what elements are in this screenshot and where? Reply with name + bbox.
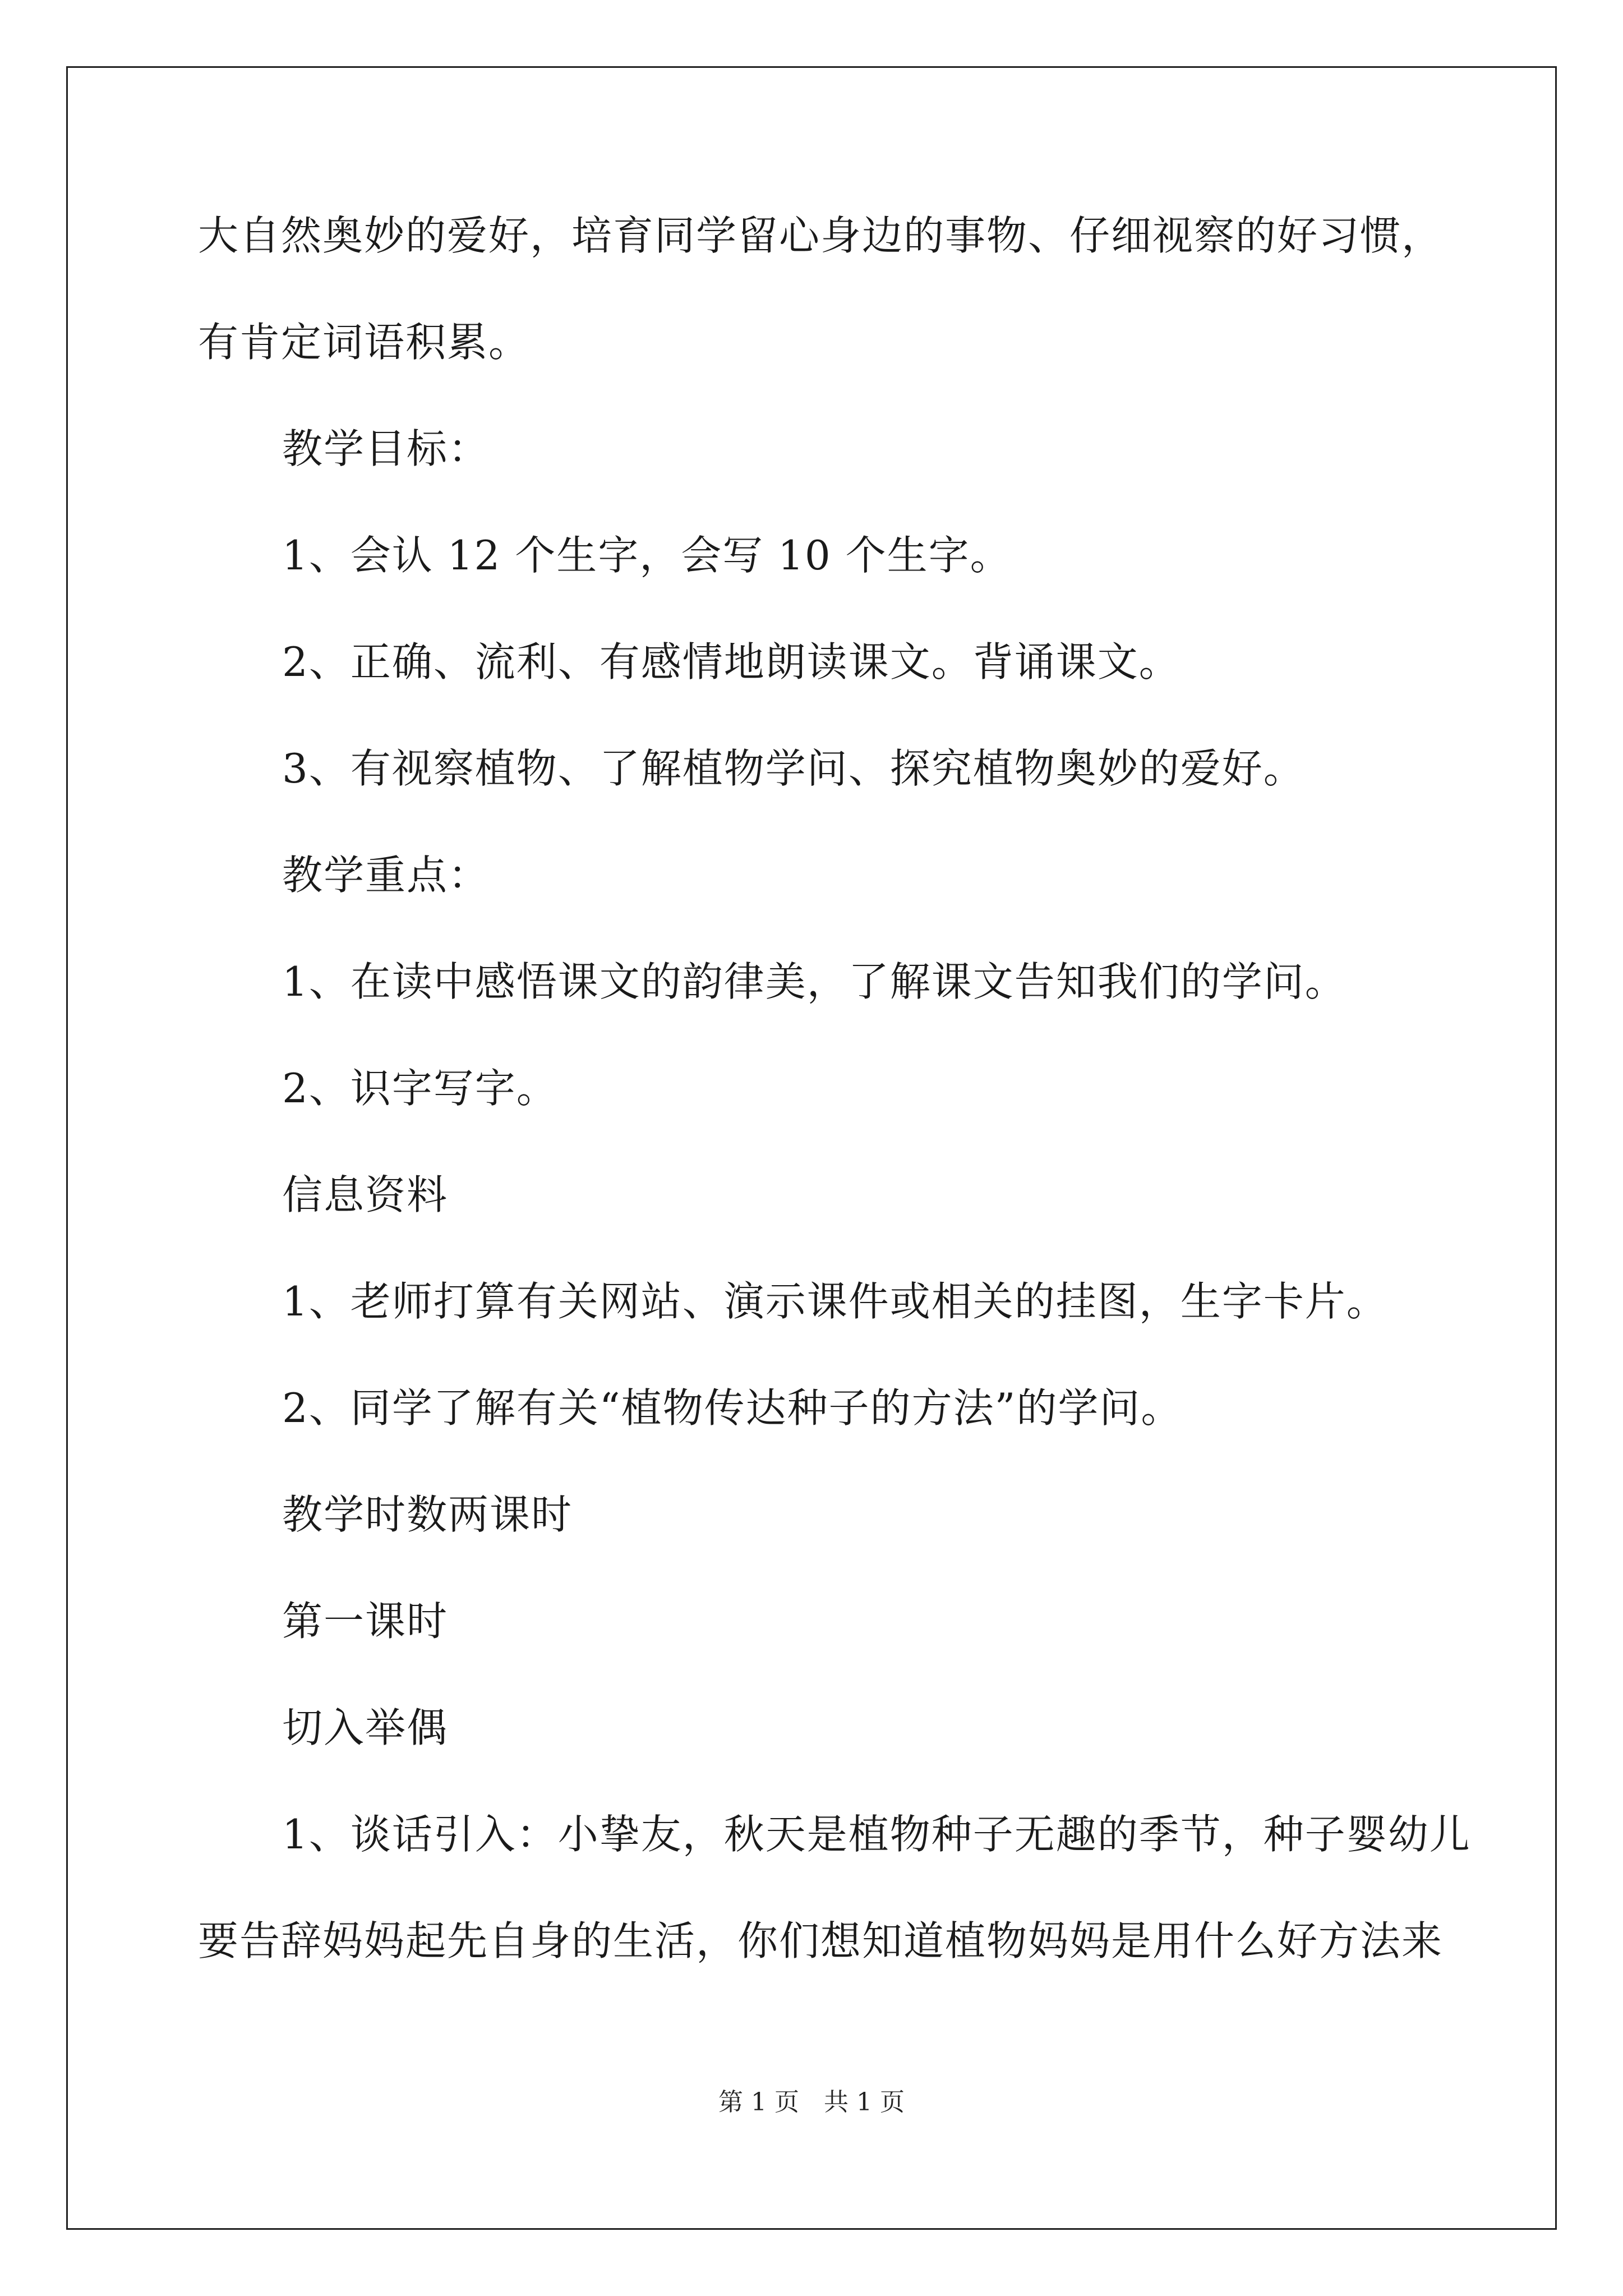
goal-item-2: 2、正确、流利、有感情地朗读课文。背诵课文。 [282,638,1181,685]
focus-item-1: 1、在读中感悟课文的韵律美，了解课文告知我们的学问。 [282,958,1347,1005]
heading-teaching-goals: 教学目标： [282,425,490,472]
heading-introduction: 切入举偶 [282,1704,449,1751]
focus-item-2: 2、识字写字。 [282,1065,558,1112]
text-line-1: 大自然奥妙的爱好，培育同学留心身边的事物、仔细视察的好习惯， [198,212,1444,259]
materials-item-1: 1、老师打算有关网站、演示课件或相关的挂图，生字卡片。 [282,1278,1388,1325]
text-line-2: 有肯定词语积累。 [198,319,531,366]
goal-item-1: 1、会认 12 个生字，会写 10 个生字。 [282,532,1012,579]
goal-item-3: 3、有视察植物、了解植物学问、探究植物奥妙的爱好。 [282,745,1305,792]
materials-item-2: 2、同学了解有关“植物传达种子的方法”的学问。 [282,1384,1183,1432]
page-border [66,66,1557,2230]
heading-info-materials: 信息资料 [282,1171,449,1218]
intro-paragraph-line-1: 1、谈话引入：小挚友，秋天是植物种子无趣的季节，种子婴幼儿 [282,1811,1471,1858]
teaching-hours: 教学时数两课时 [282,1491,573,1538]
heading-teaching-focus: 教学重点： [282,852,490,899]
page-footer: 第 1 页 共 1 页 [718,2088,905,2116]
intro-paragraph-line-2: 要告辞妈妈起先自身的生活，你们想知道植物妈妈是用什么好方法来 [198,1917,1444,1964]
heading-first-lesson: 第一课时 [282,1598,449,1645]
